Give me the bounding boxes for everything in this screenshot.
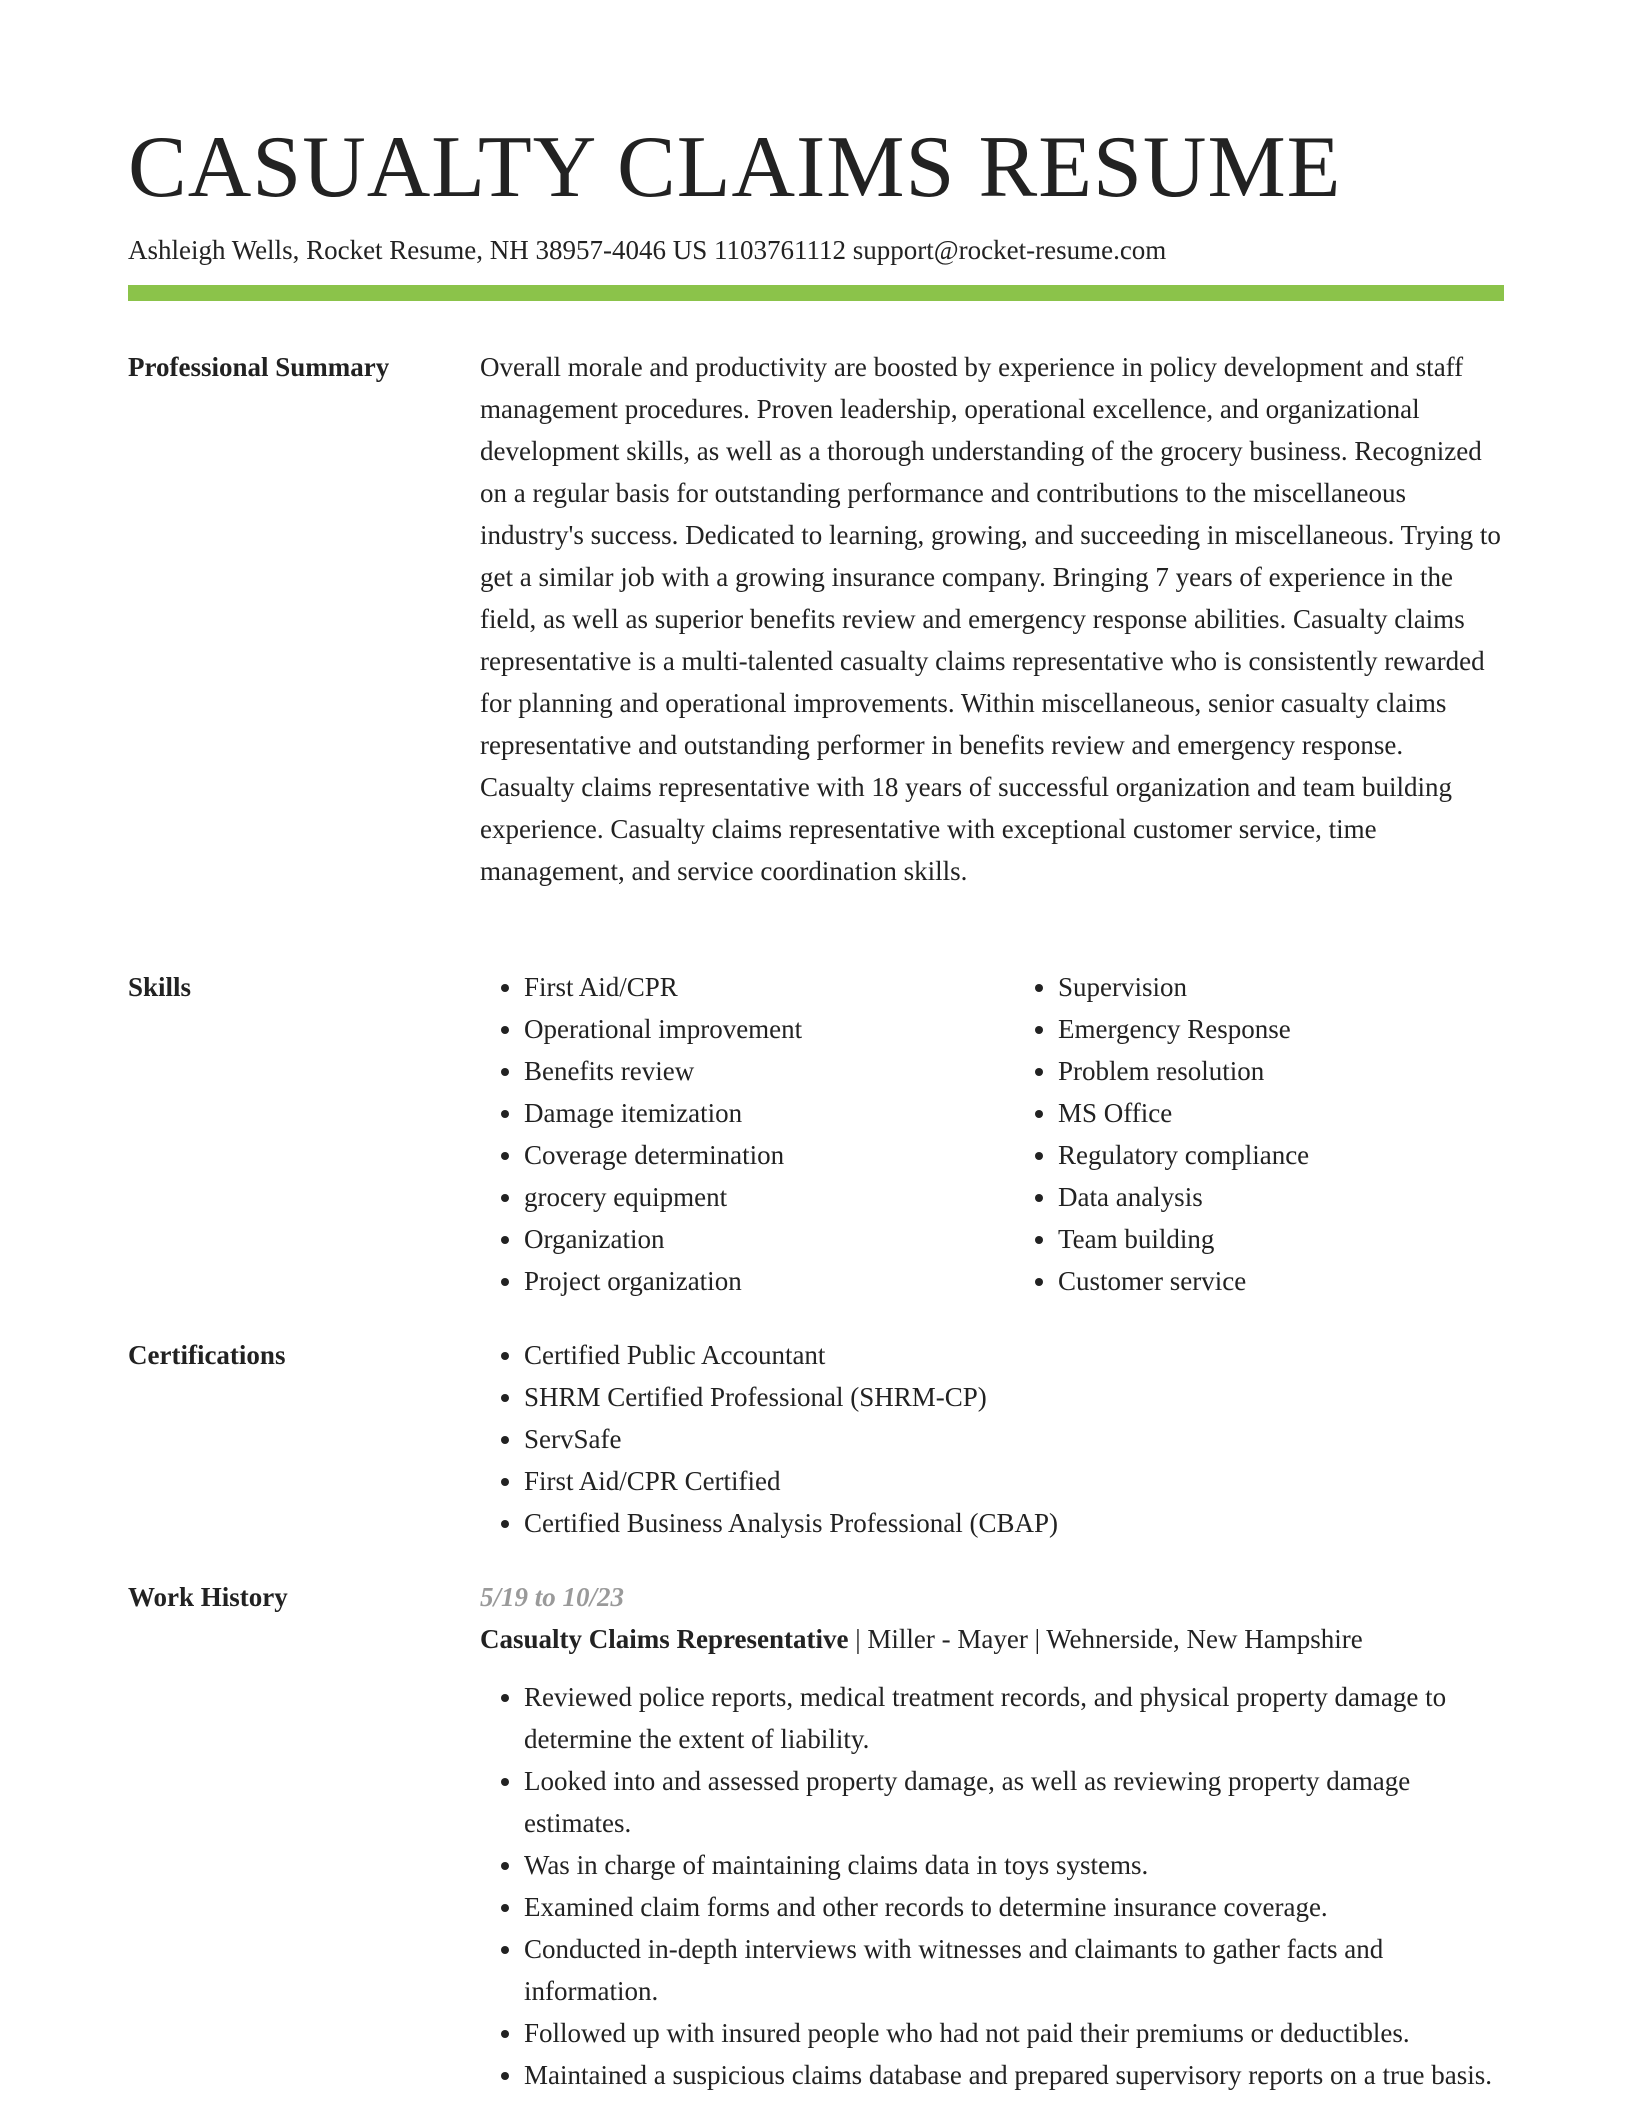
job-title: Casualty Claims Representative — [480, 1624, 849, 1654]
certification-item: • SHRM Certified Professional (SHRM-CP) — [524, 1376, 1504, 1418]
certification-item: • ServSafe — [524, 1418, 1504, 1460]
job-duties-list — [480, 1676, 1504, 2096]
skill-item: • First Aid/CPR — [524, 966, 970, 1008]
skill-item: • Supervision — [1058, 966, 1504, 1008]
job-duty-item: • Conducted in-depth interviews with witnesses and claimants to gather facts and information. — [524, 1928, 1504, 2012]
skill-item: • Damage itemization — [524, 1092, 970, 1134]
skill-item: • grocery equipment — [524, 1176, 970, 1218]
skill-item: • Coverage determination — [524, 1134, 970, 1176]
summary-heading: Professional Summary — [128, 352, 390, 382]
skills-columns — [480, 966, 1504, 1302]
job-duty-item: • Reviewed police reports, medical treatment records, and physical property damage to determine the extent of liability. — [524, 1676, 1504, 1760]
job-duty-item: • Followed up with insured people who had not paid their premiums or deductibles. — [524, 2012, 1504, 2054]
accent-divider — [128, 285, 1504, 301]
work-history-heading: Work History — [128, 1582, 288, 1612]
job-duty-item: • Was in charge of maintaining claims data in toys systems. — [524, 1844, 1504, 1886]
job-duty-item: • Looked into and assessed property damage, as well as reviewing property damage estimates. — [524, 1760, 1504, 1844]
job-employer-location: | Miller - Mayer | Wehnerside, New Hampshire — [848, 1624, 1363, 1654]
skill-item: • Team building — [1058, 1218, 1504, 1260]
summary-content — [480, 346, 1504, 892]
work-history-content — [480, 1576, 1504, 2096]
skill-item: • MS Office — [1058, 1092, 1504, 1134]
resume-title: CASUALTY CLAIMS RESUME — [128, 119, 1342, 216]
job-dates: 5/19 to 10/23 — [480, 1582, 625, 1612]
certifications-heading: Certifications — [128, 1340, 286, 1370]
job-duty-item: • Examined claim forms and other records to determine insurance coverage. — [524, 1886, 1504, 1928]
skills-list-left — [480, 966, 970, 1302]
skills-heading: Skills — [128, 972, 192, 1002]
contact-line: Ashleigh Wells, Rocket Resume, NH 38957-4046 US 1103761112 support@rocket-resume.com — [128, 235, 1167, 265]
certifications-list — [480, 1334, 1504, 1544]
skill-item: • Customer service — [1058, 1260, 1504, 1302]
certifications-content — [480, 1334, 1504, 1544]
skill-item: • Benefits review — [524, 1050, 970, 1092]
job-heading — [480, 1618, 1504, 1660]
skill-item: • Operational improvement — [524, 1008, 970, 1050]
skills-list-right — [1014, 966, 1504, 1302]
skill-item: • Regulatory compliance — [1058, 1134, 1504, 1176]
skill-item: • Problem resolution — [1058, 1050, 1504, 1092]
job-duty-item: • Maintained a suspicious claims database and prepared supervisory reports on a true basis. — [524, 2054, 1504, 2096]
summary-text: Overall morale and productivity are boosted by experience in policy development and staff management procedures. Proven leadership, operational excellence, and organizational development skills, as well as a thorough understanding of the grocery business. Recognized on a regular basis for outstanding performance and contributions to the miscellaneous industry's success. Dedicated to learning, growing, and succeeding in miscellaneous. Trying to get a similar job with a growing insurance company. Bringing 7 years of experience in the field, as well as superior benefits review and emergency response abilities. Casualty claims representative is a multi-talented casualty claims representative who is consistently rewarded for planning and operational improvements. Within miscellaneous, senior casualty claims representative and outstanding performer in benefits review and emergency response. Casualty claims representative with 18 years of successful organization and team building experience. Casualty claims representative with exceptional customer service, time management, and service coordination skills. — [480, 352, 1501, 886]
certification-item: • Certified Public Accountant — [524, 1334, 1504, 1376]
skill-item: • Emergency Response — [1058, 1008, 1504, 1050]
skill-item: • Organization — [524, 1218, 970, 1260]
certification-item: • First Aid/CPR Certified — [524, 1460, 1504, 1502]
skill-item: • Project organization — [524, 1260, 970, 1302]
certification-item: • Certified Business Analysis Professional (CBAP) — [524, 1502, 1504, 1544]
skill-item: • Data analysis — [1058, 1176, 1504, 1218]
